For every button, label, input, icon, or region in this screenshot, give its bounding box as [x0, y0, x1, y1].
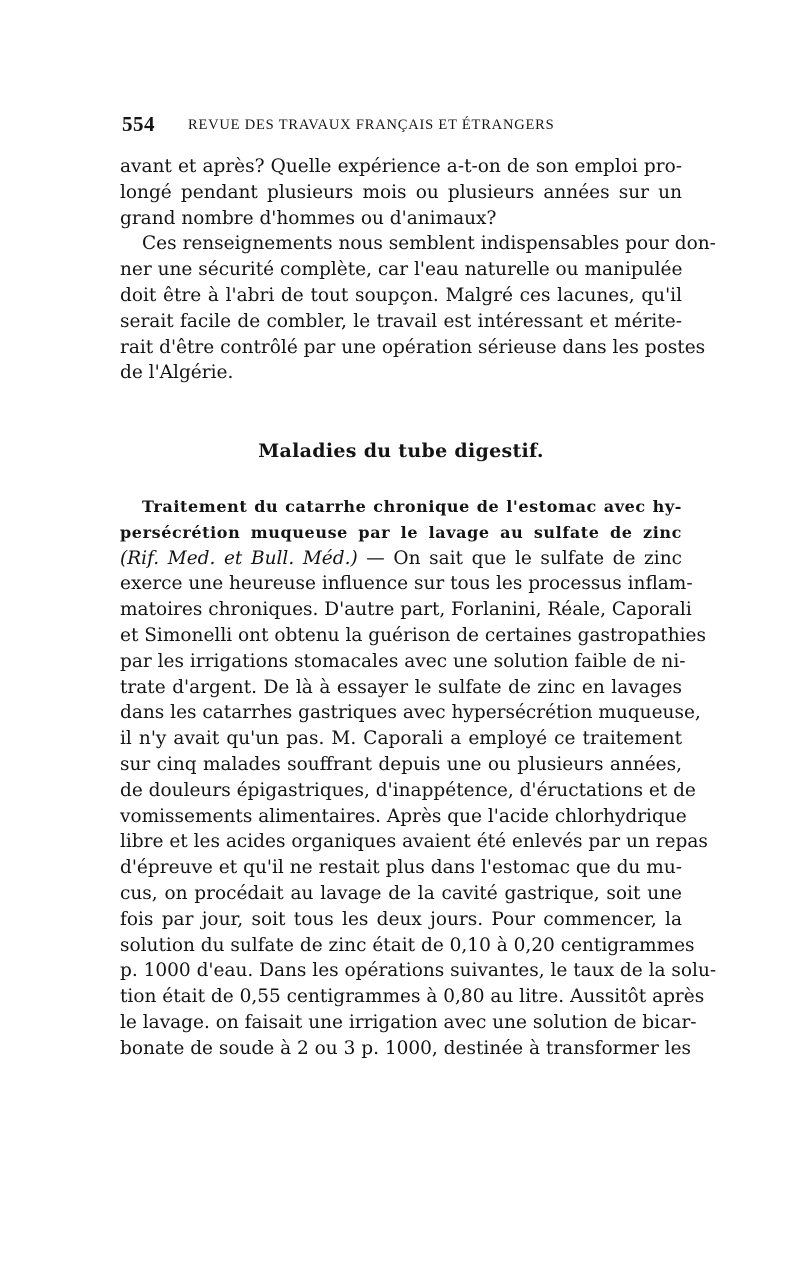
text-line: de l'Algérie. — [120, 362, 234, 384]
text-fragment: — On sait que le sulfate de zinc — [357, 547, 682, 569]
text-line: longé pendant plusieurs mois ou plusieurs années sur un — [120, 181, 682, 203]
text-line: Ces renseignements nous semblent indispensables pour don- — [142, 233, 716, 255]
text-line: ner une sécurité complète, car l'eau naturelle ou manipulée — [120, 259, 683, 281]
text-line: grand nombre d'hommes ou d'animaux? — [120, 207, 497, 229]
paragraph — [120, 231, 716, 386]
running-head — [122, 112, 682, 142]
text-line: il n'y avait qu'un pas. M. Caporali a employé ce traitement — [120, 728, 682, 750]
text-line: avant et après? Quelle expérience a-t-on de son emploi pro- — [120, 156, 682, 177]
text-line: le lavage. on faisait une irrigation avec une solution de bicar- — [120, 1011, 697, 1033]
text-line: trate d'argent. De là à essayer le sulfate de zinc en lavages — [120, 676, 682, 698]
text-line: matoires chroniques. D'autre part, Forlanini, Réale, Caporali — [120, 599, 692, 621]
text-line: fois par jour, soit tous les deux jours. Pour commencer, la — [120, 908, 682, 930]
text-line: et Simonelli ont obtenu la guérison de certaines gastropathies — [120, 624, 706, 646]
text-line: rait d'être contrôlé par une opération sérieuse dans les postes — [120, 336, 706, 358]
journal-title: REVUE DES TRAVAUX FRANÇAIS ET ÉTRANGERS — [188, 117, 555, 133]
text-line: sur cinq malades souffrant depuis une ou plusieurs années, — [120, 753, 682, 775]
text-line: d'épreuve et qu'il ne restait plus dans l'estomac que du mu- — [120, 857, 682, 879]
text-line: par les irrigations stomacales avec une solution faible de ni- — [120, 650, 686, 672]
text-line: vomissements alimentaires. Après que l'acide chlorhydrique — [120, 805, 687, 827]
source-reference: (Rif. Med. et Bull. Méd.) — [120, 547, 358, 569]
text-line: de douleurs épigastriques, d'inappétence, d'éructations et de — [120, 779, 696, 801]
text-line: p. 1000 d'eau. Dans les opérations suivantes, le taux de la solu- — [120, 960, 717, 982]
text-line: bonate de soude à 2 ou 3 p. 1000, destinée à transformer les — [120, 1037, 692, 1059]
text-line: libre et les acides organiques avaient été enlevés par un repas — [120, 831, 708, 853]
text-line: doit être à l'abri de tout soupçon. Malgré ces lacunes, qu'il — [120, 284, 682, 306]
text-line: dans les catarrhes gastriques avec hypersécrétion muqueuse, — [120, 702, 701, 724]
text-line: solution du sulfate de zinc était de 0,10 à 0,20 centigrammes — [120, 934, 695, 956]
section-heading: Maladies du tube digestif. — [258, 440, 544, 462]
text-line: exerce une heureuse influence sur tous les processus inflam- — [120, 573, 693, 595]
text-line: serait facile de combler, le travail est intéressant et mérite- — [120, 310, 682, 332]
article-source-line — [120, 546, 682, 572]
article — [120, 494, 717, 1062]
paragraph-continuation — [120, 154, 682, 231]
page-number: 554 — [122, 112, 155, 136]
article-title-line: persécrétion muqueuse par le lavage au sulfate de zinc — [120, 522, 682, 542]
text-line: tion était de 0,55 centigrammes à 0,80 au litre. Aussitôt après — [120, 986, 705, 1008]
article-title-line: Traitement du catarrhe chronique de l'estomac avec hy- — [142, 497, 682, 516]
text-line: cus, on procédait au lavage de la cavité gastrique, soit une — [120, 882, 682, 904]
